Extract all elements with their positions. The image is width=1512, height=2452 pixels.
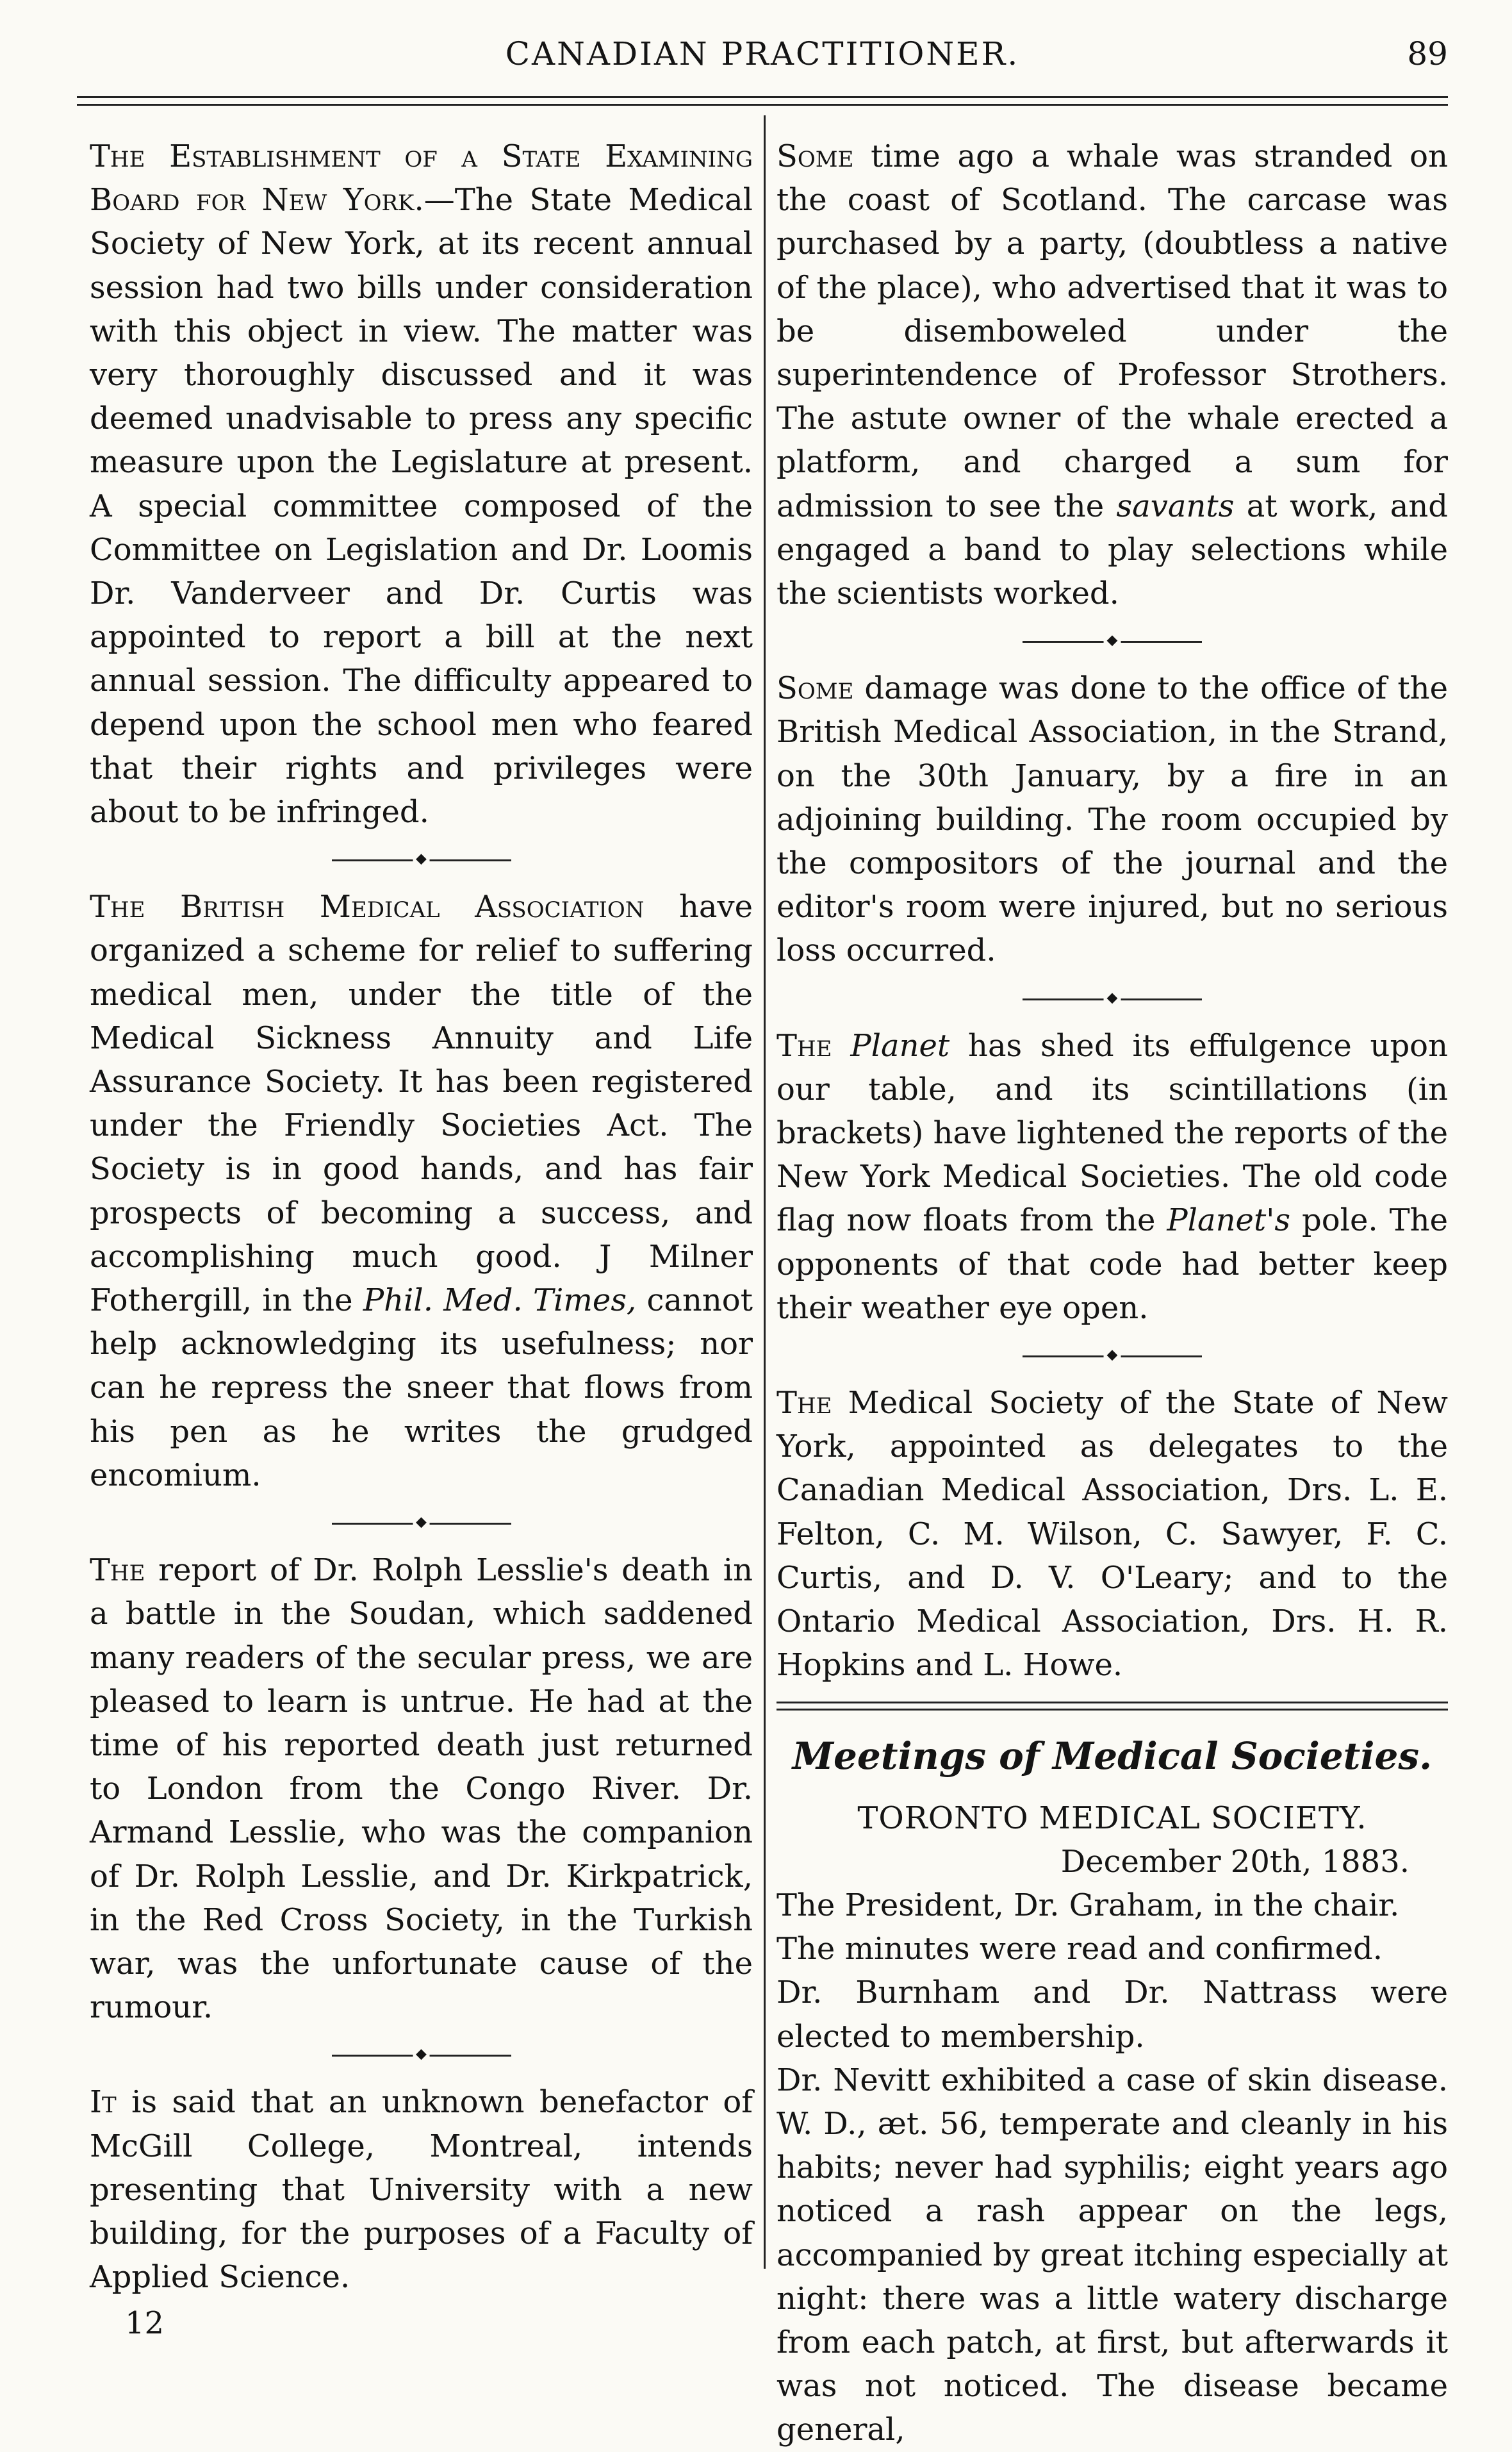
article-planet xyxy=(777,1024,1448,1330)
article-whale xyxy=(777,135,1448,615)
article-text: time ago a whale was stranded on the coast of Scotland. The carcase was purchased by a party, (doubtless a native of the place), who advertised that it was to be disemboweled under the superintendence of Professor Strothers. The astute owner of the whale erected a platform, and charged a sum for admission to see the xyxy=(777,138,1448,524)
page-number: 89 xyxy=(1407,35,1448,72)
article-lead: The xyxy=(777,1385,832,1421)
article-mcgill-benefactor xyxy=(90,2080,753,2299)
article-lead: The Establishment of a State Examining Board for New York. xyxy=(90,138,753,219)
separator-ornament xyxy=(90,1497,753,1548)
italic-term: savants xyxy=(1116,488,1235,524)
journal-title: Planet xyxy=(850,1027,950,1064)
section-title: Meetings of Medical Societies. xyxy=(792,1734,1433,1778)
article-lesslie-death xyxy=(90,1548,753,2029)
minutes-line: Dr. Nevitt exhibited a case of skin disease. W. D., æt. 56, temperate and cleanly in his habits; never had syphilis; eight years ago noticed a rash appear on the legs, accompanied by great itching especially at night: there was a little watery discharge from each patch, at first, but afterwards it was not noticed. The disease became general, xyxy=(777,2062,1448,2448)
article-lead: The xyxy=(90,1552,145,1589)
journal-title: Phil. Med. Times, xyxy=(363,1282,637,1319)
running-title: CANADIAN PRACTITIONER. xyxy=(505,35,1020,72)
article-text: report of Dr. Rolph Lesslie's death in a battle in the Soudan, which saddened many readers of the secular press, we are pleased to learn is untrue. He had at the time of his reported death just returned to London from the Congo River. Dr. Armand Lesslie, who was the companion of Dr. Rolph Lesslie, and Dr. Kirkpatrick, in the Red Cross Society, in the Turkish war, was the unfortunate cause of the rumour. xyxy=(90,1552,753,2026)
page-header xyxy=(77,35,1448,87)
minutes-line: Dr. Burnham and Dr. Nattrass were elected to membership. xyxy=(777,1975,1448,2055)
separator-ornament xyxy=(90,2029,753,2080)
minutes-line: The minutes were read and confirmed. xyxy=(777,1931,1383,1967)
separator-ornament xyxy=(90,834,753,885)
article-text: damage was done to the office of the British Medical Association, in the Strand, on the 30th January, by a fire in an adjoining building. The room occupied by the compositors of the journal and the editor's room were injured, but no serious loss occurred. xyxy=(777,670,1448,969)
article-delegates xyxy=(777,1381,1448,1687)
article-text: —The State Medical Society of New York, at its recent annual session had two bills under consideration with this object in view. The matter was very thoroughly discussed and it was deemed unadvisable to press any specific measure upon the Legislature at present. A special committee composed of the Committee on Legislation and Dr. Loomis Dr. Vanderveer and Dr. Curtis was appointed to report a bill at the next annual session. The difficulty appeared to depend upon the school men who feared that their rights and privileges were about to be infringed. xyxy=(90,182,753,831)
article-text: cannot help acknowledging its usefulness; nor can he repress the sneer that flows from his pen as he writes the grudged encomium. xyxy=(90,1282,753,1493)
article-state-examining-board xyxy=(90,135,753,834)
article-text: has shed its effulgence upon our table, and its scintillations (in brackets) have lightened the reports of the New York Medical Societies. The old code flag now floats from the xyxy=(777,1027,1448,1239)
separator-ornament xyxy=(777,1330,1448,1381)
signature-mark: 12 xyxy=(125,2305,165,2342)
section-rule xyxy=(777,1702,1448,1711)
article-british-medical-association xyxy=(90,885,753,1497)
article-lead: Some xyxy=(777,138,854,174)
article-lead: The xyxy=(777,1027,832,1064)
column-divider xyxy=(764,115,766,2269)
society-name: TORONTO MEDICAL SOCIETY. xyxy=(857,1800,1367,1836)
minutes-line: The President, Dr. Graham, in the chair. xyxy=(777,1887,1400,1923)
separator-ornament xyxy=(777,973,1448,1024)
header-rule-bottom xyxy=(77,104,1448,106)
article-text: Medical Society of the State of New York, appointed as delegates to the Canadian Medical Association, Drs. L. E. Felton, C. M. Wilson, C. Sawyer, F. C. Curtis, and D. V. O'Leary; and to the Ontario Medical Association, Drs. H. R. Hopkins and L. Howe. xyxy=(777,1385,1448,1684)
article-text: pole. The opponents of that code had better keep their weather eye open. xyxy=(777,1202,1449,1326)
article-text: is said that an unknown benefactor of McGill College, Montreal, intends presenting that University with a new building, for the purposes of a Faculty of Applied Science. xyxy=(90,2084,753,2296)
article-lead: Some xyxy=(777,670,854,707)
article-text: have organized a scheme for relief to suffering medical men, under the title of the Medical Sickness Annuity and Life Assurance Society. It has been registered under the Friendly Societies Act. The Society is in good hands, and has fair prospects of becoming a success, and accomplishing much good. J Milner Fothergill, in the xyxy=(90,889,753,1319)
article-text: at work, and engaged a band to play selections while the scientists worked. xyxy=(777,488,1448,612)
header-rule-top xyxy=(77,96,1448,98)
separator-ornament xyxy=(777,615,1448,667)
article-fire-damage xyxy=(777,667,1448,972)
left-column xyxy=(90,135,753,2346)
article-lead: The British Medical Association xyxy=(90,889,645,925)
journal-title: Planet's xyxy=(1167,1202,1291,1239)
meeting-date: December 20th, 1883. xyxy=(1060,1843,1409,1880)
right-column xyxy=(777,135,1448,2452)
article-lead: It xyxy=(90,2084,117,2121)
